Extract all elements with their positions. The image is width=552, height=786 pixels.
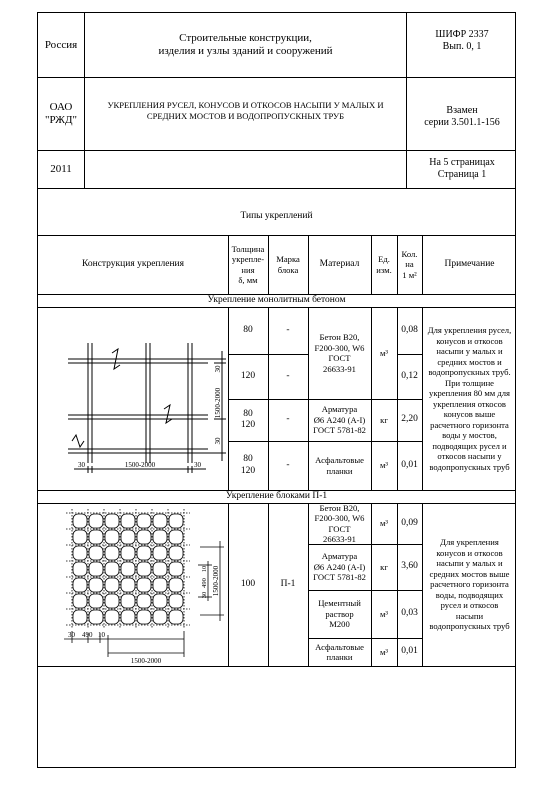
s2-row3-material: Цементный раствор М200 [318,598,361,630]
block-cell [137,546,151,560]
block-cell [153,530,167,544]
organization-label: ОАО "РЖД" [44,100,78,126]
s2-row1-unit: м³ [379,518,388,529]
monolithic-concrete-drawing [48,323,226,483]
s1-row4-material: Асфальтовые планки [315,455,364,476]
s1-row4-unit: м³ [379,460,388,471]
block-cell [169,610,183,624]
block-cell [105,578,119,592]
block-cell [153,562,167,576]
dim-side-span: 1500-2000 [212,565,220,597]
s1-row2-thickness: 120 [240,370,256,381]
block-cell [153,578,167,592]
block-cell [137,514,151,528]
block-cell [121,514,135,528]
dim-side-bottom: 30 [214,437,222,445]
block-cell [105,594,119,608]
s1-row1-mark: - [286,324,290,335]
dim-side-top: 30 [214,365,222,373]
s2-row4-material: Асфальтовые планки [315,641,364,662]
s1-concrete-unit: м³ [379,347,388,358]
block-cell [89,546,103,560]
block-cell [105,514,119,528]
block-cell [121,546,135,560]
s1-row2-qty: 0,12 [401,370,418,381]
block-cell [121,594,135,608]
s1-row3-material: Арматура Ø6 А240 (А-I) ГОСТ 5781-82 [313,404,366,436]
replaces-series: Взамен серии 3.501.1-156 [424,104,500,128]
block-cell [169,562,183,576]
year-label: 2011 [50,162,72,175]
block-cell [89,514,103,528]
dim-side-b: 490 [201,578,208,588]
s1-row3-unit: кг [380,414,388,425]
block-cell [121,578,135,592]
block-cell [73,578,87,592]
s2-row2-qty: 3,60 [401,561,418,572]
block-cell [73,514,87,528]
dim-a: 30 [68,631,75,639]
block-cell [137,530,151,544]
s1-note: Для укрепления русел, конусов и откосов насыпи у малых и средних мостов и водопропускных труб. При толщине укрепления 80 мм для укрепления откосов конусов выше расчетного горизонта воды у мостов, подводящих русел и откосов насыпи у водопропускных труб [427,325,512,472]
block-cell [121,610,135,624]
s1-row1-thickness: 80 [243,324,253,335]
s2-row1-material: Бетон В20, F200-300, W6 ГОСТ 26633-91 [314,502,365,544]
s1-row3-thickness: 80 120 [240,408,256,430]
blocks-p1-drawing [48,507,226,663]
column-header-construction: Конструкция укрепления [82,258,184,269]
s1-row4-thickness: 80 120 [240,454,256,476]
block-cell [137,610,151,624]
column-header-mark: Марка блока [276,254,300,275]
dim-c: 10 [98,631,105,639]
document-title: Строительные конструкции, изделия и узлы зданий и сооружений [158,32,333,57]
s1-row1-qty: 0,08 [401,324,418,335]
s1-concrete-material: Бетон В20, F200-300, W6 ГОСТ 26633-91 [314,332,365,374]
block-cell [169,594,183,608]
dim-side-a: 10 [201,565,208,573]
block-cell [137,562,151,576]
s1-row4-mark: - [286,459,290,470]
block-cell [153,546,167,560]
s2-thickness: 100 [240,578,256,589]
dim-b: 490 [82,631,93,639]
section-title-monolithic: Укрепление монолитным бетоном [207,294,346,305]
s2-row2-material: Арматура Ø6 А240 (А-I) ГОСТ 5781-82 [313,551,366,583]
s2-row4-unit: м³ [379,646,388,657]
table-caption: Типы укреплений [240,211,313,222]
s1-row4-qty: 0,01 [401,459,418,470]
block-cell [153,514,167,528]
s2-row2-unit: кг [380,561,388,572]
s2-row1-qty: 0,09 [401,517,418,528]
block-cell [89,610,103,624]
block-cell [105,546,119,560]
s1-row3-mark: - [286,414,290,425]
s2-row3-unit: м³ [379,608,388,619]
block-cell [105,530,119,544]
section-title-blocks: Укрепление блоками П-1 [225,490,328,501]
s2-row3-qty: 0,03 [401,608,418,619]
block-cell [89,578,103,592]
s1-row2-mark: - [286,370,290,381]
block-cell [73,594,87,608]
block-cell [169,546,183,560]
s2-row4-qty: 0,01 [401,646,418,657]
block-cell [153,610,167,624]
dim-left-30: 30 [78,461,85,469]
block-cell [89,594,103,608]
block-cell [89,562,103,576]
block-cell [153,594,167,608]
column-header-qty: Кол. на 1 м² [401,248,418,280]
block-cell [121,562,135,576]
dim-right-30: 30 [194,461,201,469]
dim-bottom-span: 1500-2000 [124,461,156,469]
column-header-unit: Ед. изм. [376,254,392,275]
column-header-note: Примечание [444,258,495,269]
s2-note: Для укрепления конусов и откосов насыпи у малых и средних мостов выше расчетного горизонта воды, подводящих русел и откосов насыпи водопропускных труб [429,537,510,632]
country-label: Россия [44,38,78,51]
block-cell [73,610,87,624]
block-cell [73,562,87,576]
column-header-thickness: Толщина укрепле- ния δ, мм [231,243,265,285]
s2-mark: П-1 [280,578,296,589]
dim-side-c: 30 [201,591,208,599]
block-cell [73,530,87,544]
block-cell [89,530,103,544]
block-cell [137,578,151,592]
page-count: На 5 страницах Страница 1 [429,157,495,180]
s1-row3-qty: 2,20 [401,414,418,425]
block-cell [73,546,87,560]
document-subject: УКРЕПЛЕНИЯ РУСЕЛ, КОНУСОВ И ОТКОСОВ НАСЫПИ У МАЛЫХ И СРЕДНИХ МОСТОВ И ВОДОПРОПУСКНЫХ ТРУБ [107,100,384,121]
block-cell [169,514,183,528]
block-cell [169,530,183,544]
block-cell [105,562,119,576]
dim-side-span: 1500-2000 [214,387,222,419]
block-cell [137,594,151,608]
block-cell [105,610,119,624]
series-code: ШИФР 2337 Вып. 0, 1 [435,29,489,52]
document-page [37,12,516,768]
block-cell [169,578,183,592]
dim-bottom-span: 1500-2000 [130,657,162,663]
block-cell [121,530,135,544]
column-header-material: Материал [319,258,360,269]
